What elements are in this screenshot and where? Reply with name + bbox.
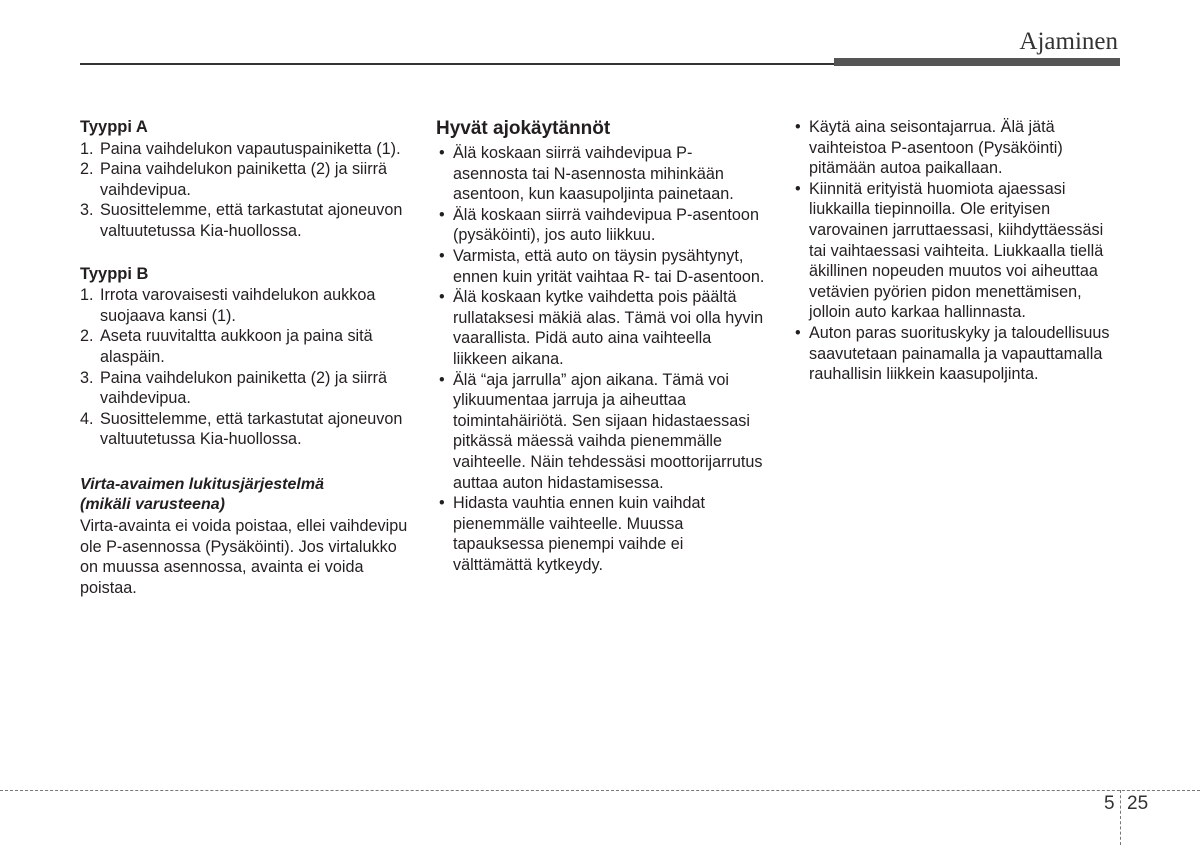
list-item — [436, 370, 766, 494]
list-item — [436, 246, 766, 287]
keylock-heading-note: (mikäli varusteena) — [80, 496, 225, 514]
column-left — [80, 117, 410, 598]
bullet-text: Auton paras suorituskyky ja taloudellisuus saavutetaan painamalla ja vapauttamalla rauhallisin liikkein kaasupoljinta. — [809, 323, 1110, 384]
list-item — [436, 143, 766, 205]
bullet-icon: • — [439, 494, 445, 513]
page-number: 25 — [1127, 793, 1149, 814]
bullet-text: Älä koskaan kytke vaihdetta pois päältä rullataksesi mäkiä alas. Tämä voi olla hyvin vaarallista. Pidä auto aina vaihteella liikkeen aikana. — [453, 288, 764, 368]
bullet-icon: • — [439, 288, 445, 307]
page-number-divider — [1120, 790, 1121, 845]
list-item — [792, 117, 1122, 179]
type-b-heading: Tyyppi B — [80, 264, 149, 283]
chapter-number: 5 — [1104, 793, 1115, 814]
bullet-icon: • — [795, 323, 801, 342]
good-driving-list — [436, 143, 766, 575]
header-rule — [80, 63, 840, 65]
list-item — [436, 493, 766, 575]
step-text: Suosittelemme, että tarkastutat ajoneuvon valtuutetussa Kia-huollossa. — [100, 201, 403, 240]
step-number: 1. — [80, 286, 94, 305]
step-number: 2. — [80, 327, 94, 346]
list-item — [436, 287, 766, 369]
header-rule-bar — [834, 58, 1120, 66]
list-item — [80, 139, 410, 160]
list-item — [80, 409, 410, 450]
section-title: Ajaminen — [1019, 28, 1118, 55]
type-a-heading: Tyyppi A — [80, 118, 148, 136]
step-number: 4. — [80, 409, 94, 428]
list-item — [436, 205, 766, 246]
step-number: 3. — [80, 368, 94, 387]
good-driving-heading: Hyvät ajokäytännöt — [436, 118, 611, 139]
step-text: Aseta ruuvitaltta aukkoon ja paina sitä alaspäin. — [100, 327, 373, 366]
bullet-text: Älä koskaan siirrä vaihdevipua P-asennosta tai N-asennosta mihinkään asentoon, kun kaasupoljinta painetaan. — [453, 144, 734, 204]
step-number: 2. — [80, 160, 94, 179]
keylock-heading: Virta-avaimen lukitusjärjestelmä — [80, 475, 324, 493]
step-text: Suosittelemme, että tarkastutat ajoneuvon valtuutetussa Kia-huollossa. — [100, 409, 403, 449]
type-a-steps — [80, 139, 410, 242]
column-middle — [436, 117, 766, 575]
bullet-text: Älä koskaan siirrä vaihdevipua P-asentoon (pysäköinti), jos auto liikkuu. — [453, 205, 759, 245]
bullet-icon: • — [439, 246, 445, 265]
list-item — [80, 159, 410, 200]
column-right — [792, 117, 1122, 385]
step-number: 1. — [80, 139, 94, 158]
list-item — [80, 285, 410, 326]
list-item — [792, 179, 1122, 323]
driving-tips-list — [792, 117, 1122, 385]
bullet-icon: • — [795, 179, 801, 198]
bullet-icon: • — [439, 205, 445, 224]
bullet-text: Älä “aja jarrulla” ajon aikana. Tämä voi ylikuumentaa jarruja ja aiheuttaa toimintahäiriötä. Sen sijaan hidastaessasi pitkässä mäessä vaihda pienemmälle vaihteelle. Näin tehdessäsi moottorijarrutus auttaa auton hidastamisessa. — [453, 370, 763, 492]
keylock-body: Virta-avainta ei voida poistaa, ellei vaihdevipu ole P-asennossa (Pysäköinti). Jos virtalukko on muussa asennossa, avainta ei voida poistaa. — [80, 516, 408, 597]
step-text: Irrota varovaisesti vaihdelukon aukkoa suojaava kansi (1). — [100, 286, 376, 325]
bullet-text: Käytä aina seisontajarrua. Älä jätä vaihteistoa P-asentoon (Pysäköinti) pitämään autoa paikallaan. — [809, 118, 1063, 178]
type-b-steps — [80, 285, 410, 450]
list-item — [792, 323, 1122, 385]
list-item — [80, 200, 410, 241]
step-number: 3. — [80, 201, 94, 220]
bullet-text: Kiinnitä erityistä huomiota ajaessasi liukkailla tiepinnoilla. Ole erityisen varovainen jarruttaessasi, kiihdyttäessäsi tai vaihtaessasi vaihteita. Liukkaalla tiellä äkillinen nopeuden muutos voi aiheuttaa vetävien pyörien pidon menettämisen, jolloin auto karkaa hallinnasta. — [809, 179, 1104, 322]
step-text: Paina vaihdelukon painiketta (2) ja siirrä vaihdevipua. — [100, 160, 388, 199]
list-item — [80, 368, 410, 409]
bullet-text: Varmista, että auto on täysin pysähtynyt, ennen kuin yrität vaihtaa R- tai D-asentoon. — [453, 246, 765, 286]
bullet-icon: • — [439, 144, 445, 162]
bullet-icon: • — [439, 370, 445, 389]
step-text: Paina vaihdelukon painiketta (2) ja siirrä vaihdevipua. — [100, 368, 388, 408]
list-item — [80, 326, 410, 367]
step-text: Paina vaihdelukon vapautuspainiketta (1). — [100, 139, 401, 158]
bullet-icon: • — [795, 118, 801, 136]
footer-divider — [0, 790, 1200, 791]
bullet-text: Hidasta vauhtia ennen kuin vaihdat pienemmälle vaihteelle. Muussa tapauksessa pienempi vaihde ei välttämättä kytkeydy. — [453, 494, 705, 574]
